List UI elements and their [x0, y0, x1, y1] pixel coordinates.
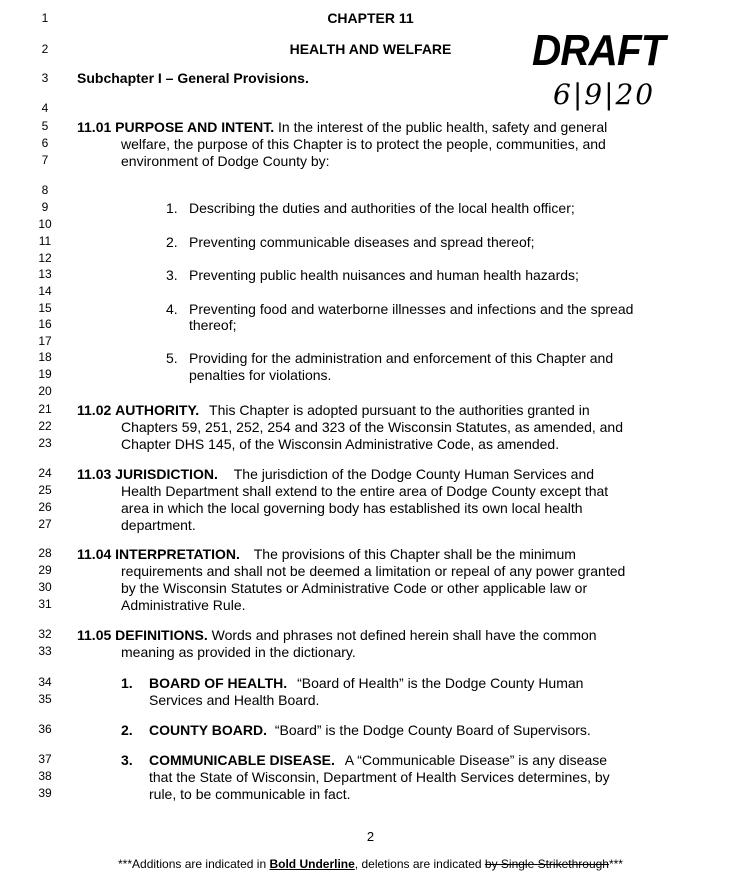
list-item-continuation: thereof;: [189, 317, 237, 333]
line-number: 13: [38, 267, 52, 281]
line-number: 14: [38, 284, 52, 298]
section-heading: INTERPRETATION.: [115, 546, 240, 562]
line-number: 24: [38, 466, 52, 480]
list-item-number: 1.: [166, 200, 178, 216]
line-number: 38: [38, 769, 52, 783]
line-number: 16: [38, 317, 52, 331]
section-heading: AUTHORITY.: [115, 402, 200, 418]
definition-term: COMMUNICABLE DISEASE.: [149, 752, 335, 768]
chapter-title: HEALTH AND WELFARE: [289, 41, 452, 57]
legend-strike: Strikethrough: [537, 857, 609, 871]
definition-number: 2.: [121, 722, 133, 738]
section-text: meaning as provided in the dictionary.: [121, 644, 356, 660]
line-number: 28: [38, 546, 52, 560]
section-text: Health Department shall extend to the entire area of Dodge County except that: [121, 483, 609, 499]
line-number: 7: [41, 153, 49, 167]
line-number: 27: [38, 517, 52, 531]
definition-text: that the State of Wisconsin, Department of Health Services determines, by: [149, 769, 610, 785]
list-item-number: 2.: [166, 234, 178, 250]
section-heading: PURPOSE AND INTENT.: [115, 119, 275, 135]
line-number: 36: [38, 722, 52, 736]
handwritten-date: 6|9|20: [553, 78, 656, 111]
list-item: Preventing communicable diseases and spread thereof;: [189, 234, 535, 250]
list-item: Describing the duties and authorities of the local health officer;: [189, 200, 575, 216]
line-number: 6: [41, 136, 49, 150]
section-number: 11.02: [77, 402, 112, 418]
line-number: 17: [38, 334, 52, 348]
line-number: 29: [38, 563, 52, 577]
line-number: 1: [41, 11, 49, 25]
list-item-number: 5.: [166, 350, 178, 366]
line-number: 20: [38, 384, 52, 398]
line-number: 37: [38, 752, 52, 766]
section-text: Administrative Rule.: [121, 597, 246, 613]
section-text: The provisions of this Chapter shall be the minimum: [253, 546, 576, 562]
list-item: Preventing food and waterborne illnesses and infections and the spread: [189, 301, 634, 317]
line-number: 9: [41, 200, 49, 214]
line-number: 15: [38, 301, 52, 315]
section-text: welfare, the purpose of this Chapter is to protect the people, communities, and: [121, 136, 606, 152]
section-text: department.: [121, 517, 196, 533]
section-number: 11.05: [77, 627, 112, 643]
section-heading: JURISDICTION.: [115, 466, 218, 482]
chapter-heading: CHAPTER 11: [327, 10, 414, 26]
section-text: requirements and shall not be deemed a limitation or repeal of any power granted: [121, 563, 626, 579]
line-number: 31: [38, 597, 52, 611]
section-text: Words and phrases not defined herein shall have the common: [211, 627, 597, 643]
legend-text: ***Additions are indicated in: [118, 857, 270, 871]
section-number: 11.04: [77, 546, 112, 562]
line-number: 2: [41, 42, 49, 56]
legend-strike: by Single: [484, 857, 538, 871]
section-text: environment of Dodge County by:: [121, 153, 330, 169]
list-item: Preventing public health nuisances and human health hazards;: [189, 267, 579, 283]
definition-term: BOARD OF HEALTH.: [149, 675, 288, 691]
definition-text: “Board” is the Dodge County Board of Supervisors.: [274, 722, 591, 738]
line-number: 26: [38, 500, 52, 514]
section-number: 11.01: [77, 119, 112, 135]
section-text: area in which the local governing body has established its own local health: [121, 500, 583, 516]
line-number: 10: [38, 217, 52, 231]
section-text: Chapters 59, 251, 252, 254 and 323 of the Wisconsin Statutes, as amended, and: [121, 419, 624, 435]
legend-bold-underline: Bold Underline: [269, 857, 355, 871]
list-item: Providing for the administration and enforcement of this Chapter and: [189, 350, 614, 366]
line-number: 12: [38, 251, 52, 265]
legend-text: , deletions are indicated: [354, 857, 485, 871]
subchapter-heading: Subchapter I – General Provisions.: [77, 70, 309, 86]
legend-text: ***: [608, 857, 623, 871]
line-number: 34: [38, 675, 52, 689]
line-number: 33: [38, 644, 52, 658]
line-number: 35: [38, 692, 52, 706]
line-number: 32: [38, 627, 52, 641]
revision-legend: [0, 857, 741, 871]
section-text: Chapter DHS 145, of the Wisconsin Administrative Code, as amended.: [121, 436, 560, 452]
line-number: 39: [38, 786, 52, 800]
section-text: The jurisdiction of the Dodge County Human Services and: [233, 466, 595, 482]
line-number: 25: [38, 483, 52, 497]
list-item-number: 4.: [166, 301, 178, 317]
list-item-continuation: penalties for violations.: [189, 367, 332, 383]
section-text: In the interest of the public health, safety and general: [278, 119, 608, 135]
definition-text: “Board of Health” is the Dodge County Human: [297, 675, 584, 691]
line-number: 5: [41, 119, 49, 133]
definition-text: A “Communicable Disease” is any disease: [344, 752, 608, 768]
line-number: 30: [38, 580, 52, 594]
definition-number: 3.: [121, 752, 133, 768]
section-number: 11.03: [77, 466, 112, 482]
definition-number: 1.: [121, 675, 133, 691]
line-number: 4: [41, 101, 49, 115]
line-number: 23: [38, 436, 52, 450]
definition-term: COUNTY BOARD.: [149, 722, 267, 738]
section-text: This Chapter is adopted pursuant to the authorities granted in: [209, 402, 590, 418]
line-number: 8: [41, 183, 49, 197]
definition-text: rule, to be communicable in fact.: [149, 786, 351, 802]
page-number: 2: [366, 829, 375, 844]
section-heading: DEFINITIONS.: [115, 627, 208, 643]
line-number: 11: [38, 234, 52, 248]
line-number: 22: [38, 419, 52, 433]
draft-stamp: DRAFT: [532, 26, 665, 75]
list-item-number: 3.: [166, 267, 178, 283]
line-number: 19: [38, 367, 52, 381]
line-number: 3: [41, 71, 49, 85]
line-number: 21: [38, 402, 52, 416]
definition-text: Services and Health Board.: [149, 692, 320, 708]
section-text: by the Wisconsin Statutes or Administrative Code or other applicable law or: [121, 580, 588, 596]
line-number: 18: [38, 350, 52, 364]
